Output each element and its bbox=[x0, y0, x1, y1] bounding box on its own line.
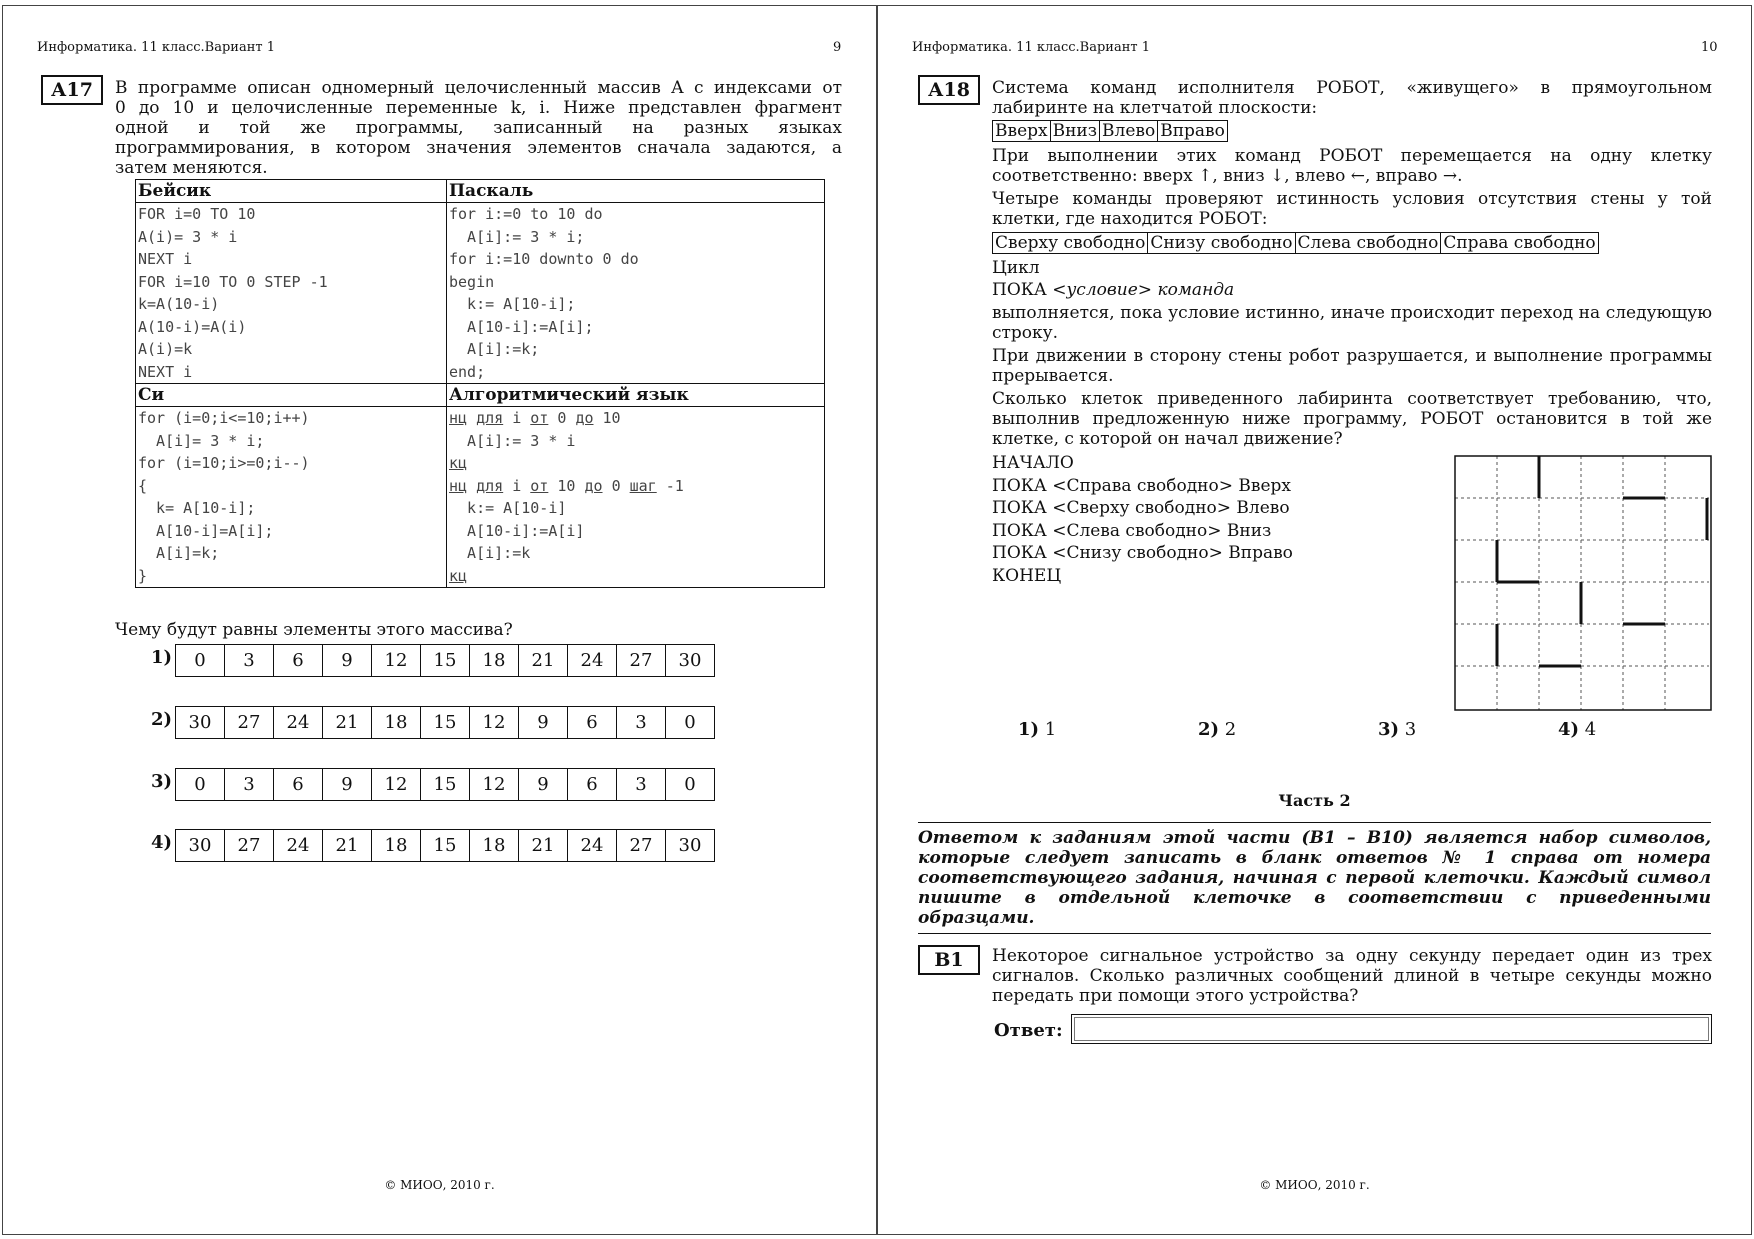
program-line: НАЧАЛО bbox=[992, 453, 1074, 473]
array-cell: 0 bbox=[666, 769, 715, 801]
answer-input[interactable] bbox=[1074, 1017, 1709, 1041]
array-cell: 27 bbox=[617, 830, 666, 862]
array-cell: 24 bbox=[274, 707, 323, 739]
array-cell: 0 bbox=[176, 769, 225, 801]
text-line: одной и той же программы, записанный на разных языках bbox=[115, 118, 842, 138]
alg-value: 10 bbox=[602, 409, 621, 427]
code-basic: FOR i=0 TO 10 A(i)= 3 * i NEXT i FOR i=10 TO 0 STEP -1 k=A(10-i) A(10-i)=A(i) A(i)=k NEXT i bbox=[138, 205, 328, 381]
divider bbox=[918, 822, 1711, 823]
program-line: ПОКА <Слева свободно> Вниз bbox=[992, 520, 1272, 541]
program-line: КОНЕЦ bbox=[992, 565, 1062, 586]
command-box: Влево bbox=[1099, 120, 1158, 142]
array-cell: 12 bbox=[372, 645, 421, 677]
alg-keyword: до bbox=[575, 409, 594, 427]
condition-box: Снизу свободно bbox=[1147, 232, 1295, 254]
code-table bbox=[135, 179, 825, 588]
array-cell: 6 bbox=[274, 645, 323, 677]
a18-answer[interactable]: 4) 4 bbox=[1558, 719, 1597, 740]
code-alg bbox=[449, 407, 822, 587]
array-cell: 18 bbox=[470, 830, 519, 862]
alg-line: A[i]:= 3 * i bbox=[449, 431, 576, 450]
option-array bbox=[175, 829, 715, 862]
condition-box: Сверху свободно bbox=[992, 232, 1148, 254]
right-page bbox=[877, 5, 1752, 1235]
array-cell: 6 bbox=[568, 707, 617, 739]
text-line: затем меняются. bbox=[115, 158, 268, 178]
a18-check-text: Четыре команды проверяют истинность условия отсутствия стены у той клетки, где находится РОБОТ: bbox=[992, 189, 1712, 229]
array-cell: 6 bbox=[568, 769, 617, 801]
array-cell: 18 bbox=[470, 645, 519, 677]
option-number: 2) bbox=[151, 709, 173, 730]
alg-keyword: от bbox=[530, 476, 549, 495]
array-cell: 24 bbox=[274, 830, 323, 862]
alg-line: k:= A[10-i] bbox=[449, 499, 567, 517]
b1-text: Некоторое сигнальное устройство за одну секунду передает один из трех сигналов. Сколько различных сообщений длиной в четыре секунды можно передать при помощи этого устройства? bbox=[992, 946, 1712, 1006]
array-cell: 12 bbox=[372, 769, 421, 801]
page-number: 9 bbox=[833, 40, 842, 55]
command-box: Вниз bbox=[1050, 120, 1100, 142]
option-row[interactable] bbox=[151, 768, 715, 801]
alg-keyword: для bbox=[476, 476, 504, 495]
alg-keyword: для bbox=[476, 409, 504, 427]
question-a17-text bbox=[115, 78, 842, 178]
program-line: ПОКА <Снизу свободно> Вправо bbox=[992, 543, 1293, 563]
option-row[interactable] bbox=[151, 706, 715, 739]
alg-value: 0 bbox=[557, 409, 567, 427]
command-box: Вправо bbox=[1157, 120, 1228, 142]
cycle-word: Цикл bbox=[992, 258, 1040, 278]
array-cell: 27 bbox=[617, 645, 666, 677]
array-cell: 21 bbox=[323, 707, 372, 739]
array-cell: 0 bbox=[176, 645, 225, 677]
code-pascal: for i:=0 to 10 do A[i]:= 3 * i; for i:=10 downto 0 do begin k:= A[10-i]; A[10-i]:=A[i]; A[i]:=k; end; bbox=[449, 205, 639, 381]
array-cell: 24 bbox=[568, 830, 617, 862]
option-number: 4) bbox=[151, 832, 173, 853]
robot-commands bbox=[992, 120, 1227, 142]
alg-var: i bbox=[512, 476, 522, 495]
a18-answer[interactable]: 2) 2 bbox=[1198, 719, 1237, 740]
answer-box[interactable] bbox=[1071, 1014, 1712, 1044]
loop-command: команда bbox=[1157, 280, 1235, 300]
a18-question: Сколько клеток приведенного лабиринта соответствует требованию, что, выполнив предложенную ниже программу, РОБОТ остановится в той же клетке, с которой он начал движение? bbox=[992, 389, 1712, 449]
option-row[interactable] bbox=[151, 644, 715, 677]
array-cell: 9 bbox=[323, 645, 372, 677]
code-header-c: Си bbox=[136, 384, 447, 407]
condition-box: Справа свободно bbox=[1440, 232, 1598, 254]
answer-label: Ответ: bbox=[994, 1020, 1063, 1041]
option-array bbox=[175, 768, 715, 801]
maze-figure bbox=[1453, 452, 1715, 714]
program-line: ПОКА <Справа свободно> Вверх bbox=[992, 475, 1291, 496]
array-cell: 24 bbox=[568, 645, 617, 677]
array-cell: 21 bbox=[323, 830, 372, 862]
alg-keyword: от bbox=[530, 409, 549, 427]
condition-box: Слева свободно bbox=[1295, 232, 1442, 254]
option-array bbox=[175, 706, 715, 739]
divider bbox=[918, 933, 1711, 934]
a18-answer[interactable]: 1) 1 bbox=[1018, 719, 1057, 740]
alg-value: -1 bbox=[665, 476, 684, 495]
alg-value: 0 bbox=[611, 476, 621, 495]
array-cell: 3 bbox=[617, 769, 666, 801]
array-cell: 6 bbox=[274, 769, 323, 801]
page-header: Информатика. 11 класс.Вариант 1 bbox=[37, 40, 275, 55]
crash-text: При движении в сторону стены робот разрушается, и выполнение программы прерывается. bbox=[992, 346, 1712, 386]
left-page bbox=[2, 5, 877, 1235]
array-cell: 15 bbox=[421, 830, 470, 862]
option-array bbox=[175, 644, 715, 677]
array-cell: 30 bbox=[176, 707, 225, 739]
array-prompt: Чему будут равны элементы этого массива? bbox=[115, 620, 513, 640]
loop-text: выполняется, пока условие истинно, иначе происходит переход на следующую строку. bbox=[992, 303, 1712, 343]
page-footer: © МИОО, 2010 г. bbox=[1259, 1178, 1370, 1192]
alg-value: 10 bbox=[557, 476, 576, 495]
option-number: 3) bbox=[151, 771, 173, 792]
alg-keyword: нц bbox=[449, 476, 468, 495]
code-header-alg: Алгоритмический язык bbox=[447, 384, 825, 407]
array-cell: 18 bbox=[372, 707, 421, 739]
array-cell: 12 bbox=[470, 707, 519, 739]
array-cell: 21 bbox=[519, 830, 568, 862]
alg-keyword: кц bbox=[449, 566, 468, 585]
page-number: 10 bbox=[1701, 40, 1718, 55]
array-cell: 30 bbox=[666, 830, 715, 862]
array-cell: 12 bbox=[470, 769, 519, 801]
page-header: Информатика. 11 класс.Вариант 1 bbox=[912, 40, 1150, 55]
loop-condition: <условие> bbox=[1052, 280, 1153, 300]
program-line: ПОКА <Сверху свободно> Влево bbox=[992, 498, 1290, 518]
array-cell: 30 bbox=[666, 645, 715, 677]
array-cell: 21 bbox=[519, 645, 568, 677]
question-label-a17: А17 bbox=[41, 75, 103, 105]
array-cell: 15 bbox=[421, 645, 470, 677]
loop-syntax bbox=[992, 280, 1234, 300]
alg-keyword: шаг bbox=[629, 476, 657, 495]
a18-answer[interactable]: 3) 3 bbox=[1378, 719, 1417, 740]
text-line: 0 до 10 и целочисленные переменные k, i. Ниже представлен фрагмент bbox=[115, 98, 842, 118]
option-number: 1) bbox=[151, 647, 173, 668]
maze-border bbox=[1455, 456, 1711, 710]
loop-keyword: ПОКА bbox=[992, 280, 1047, 300]
robot-conditions bbox=[992, 232, 1598, 254]
part2-instruction: Ответом к заданиям этой части (В1 – В10) является набор символов, которые следует записать в бланк ответов № 1 справа от номера соответствующего задания, начиная с первой клеточки. Каждый символ пишите в отдельной клеточке в соответствии с приведенными образцами. bbox=[918, 828, 1711, 928]
alg-var: i bbox=[512, 409, 522, 427]
a18-move-text: При выполнении этих команд РОБОТ перемещается на одну клетку соответственно: вверх ↑, вниз ↓, влево ←, вправо →. bbox=[992, 146, 1712, 186]
array-cell: 3 bbox=[225, 645, 274, 677]
array-cell: 15 bbox=[421, 707, 470, 739]
alg-keyword: до bbox=[584, 476, 603, 495]
alg-keyword: кц bbox=[449, 454, 468, 472]
a18-intro: Система команд исполнителя РОБОТ, «живущего» в прямоугольном лабиринте на клетчатой плоскости: bbox=[992, 78, 1712, 118]
array-cell: 27 bbox=[225, 707, 274, 739]
robot-program bbox=[992, 452, 1293, 587]
question-label-a18: А18 bbox=[918, 75, 980, 105]
command-box: Вверх bbox=[992, 120, 1051, 142]
array-cell: 0 bbox=[666, 707, 715, 739]
array-cell: 18 bbox=[372, 830, 421, 862]
code-c: for (i=0;i<=10;i++) A[i]= 3 * i; for (i=10;i>=0;i--) { k= A[10-i]; A[10-i]=A[i]; A[i]=k; } bbox=[138, 409, 310, 585]
array-cell: 9 bbox=[323, 769, 372, 801]
array-cell: 30 bbox=[176, 830, 225, 862]
page-footer: © МИОО, 2010 г. bbox=[384, 1178, 495, 1192]
array-cell: 3 bbox=[617, 707, 666, 739]
array-cell: 27 bbox=[225, 830, 274, 862]
alg-line: A[10-i]:=A[i] bbox=[449, 521, 585, 540]
alg-keyword: нц bbox=[449, 409, 468, 427]
array-cell: 9 bbox=[519, 707, 568, 739]
maze-walls bbox=[1497, 456, 1707, 666]
part2-title: Часть 2 bbox=[1278, 791, 1351, 810]
alg-line: A[i]:=k bbox=[449, 544, 531, 562]
text-line: программирования, в котором значения элементов сначала задаются, а bbox=[115, 138, 842, 158]
array-cell: 9 bbox=[519, 769, 568, 801]
code-header-pascal: Паскаль bbox=[447, 180, 825, 203]
code-header-basic: Бейсик bbox=[136, 180, 447, 203]
array-cell: 3 bbox=[225, 769, 274, 801]
question-label-b1: В1 bbox=[918, 945, 980, 975]
array-cell: 15 bbox=[421, 769, 470, 801]
option-row[interactable] bbox=[151, 829, 715, 862]
text-line: В программе описан одномерный целочисленный массив A с индексами от bbox=[115, 78, 842, 98]
